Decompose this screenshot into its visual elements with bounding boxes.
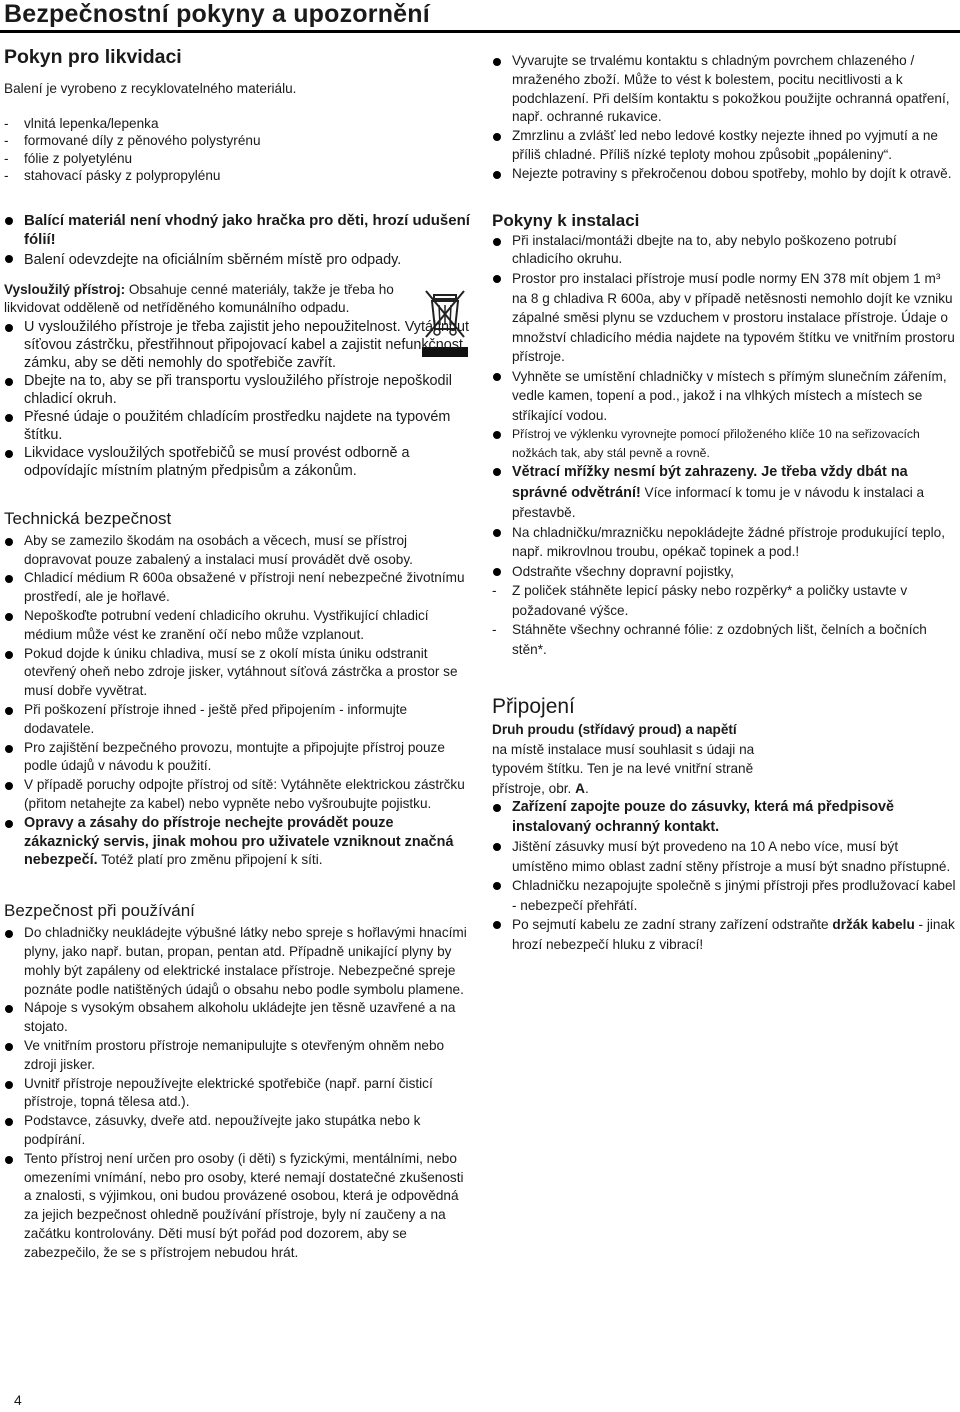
list-item: - formované díly z pěnového polystyrénu (4, 132, 472, 150)
list-item: Jištění zásuvky musí být provedeno na 10 A nebo více, musí být umístěno mimo oblast zadní stěny přístroje a musí být snadno přístupné. (492, 837, 957, 876)
list-item: Vyhněte se umístění chladničky v místech s přímým slunečním zářením, vedle kamen, topení a pod., jakož i na vlhkých místech a místech se stříkající vodou. (492, 367, 957, 426)
list-item: Pokud dojde k úniku chladiva, musí se z okolí místa úniku odstranit otevřený oheň nebo zdroje jisker, vytáhnout síťová zástrčka a prostor se musí dobře vyvětrat. (4, 645, 472, 701)
list-item: Tento přístroj není určen pro osoby (i děti) s fyzickými, mentálními, nebo omezeními vnímání, nebo pro osoby, které nemají dostatečné zkušenosti a znalosti, s výjimkou, oni budou provázené osobou, která je odpovědná za jejich bezpečnost ohledně používání přístroje, byly ní zaučeny a na začátku kontrolovány. Děti musí být pořád pod dozorem, aby se zabezpečilo, že se s přístrojem nebudou hrát. (4, 1150, 472, 1263)
connection-heading: Připojení (492, 695, 575, 719)
list-item: Dbejte na to, aby se při transportu vysloužilého přístroje nepoškodil chladicí okruh. (4, 372, 472, 408)
vent-warning: Větrací mřížky nesmí být zahrazeny. Je třeba vždy dbát na správné odvětrání! (512, 464, 908, 501)
list-item: Vyvarujte se trvalému kontaktu s chladným povrchem chlazeného / mraženého zboží. Může to vést k bolestem, pocitu necitlivosti a k podchlazení. Při delším kontaktu s pokožkou použijte ochranná opatření, např. ochranné rukavice. (492, 52, 957, 127)
list-item: Uvnitř přístroje nepoužívejte elektrické spotřebiče (např. parní čisticí přístroje, topná tělesa atd.). (4, 1075, 472, 1113)
tech-safety-bullets (4, 532, 472, 870)
list-item: Nejezte potraviny s překročenou dobou spotřeby, mohlo by dojít k otravě. (492, 165, 957, 184)
list-item: Do chladničky neukládejte výbušné látky nebo spreje s hořlavými hnacími plyny, jako např. butan, propan, pentan atd. Případně unikající plyny by mohly být zapáleny od elektrické instalace přístroje. Nebezpečné spreje poznáte podle natištěných údajů o obsahu nebo podle symbolu plamene. (4, 924, 472, 999)
figure-ref: A (575, 780, 585, 796)
list-item: Zmrzlinu a zvlášť led nebo ledové kostky nejezte ihned po vyjmutí a ne příliš chladné. Příliš nízké teploty mohou způsobit „popáleniny“. (492, 127, 957, 165)
list-item: Přesné údaje o použitém chladícím prostředku najdete na typovém štítku. (4, 408, 472, 444)
packaging-bullets (4, 211, 472, 269)
list-item: Balící materiál není vhodný jako hračka pro děti, hrozí udušení fólií! (4, 211, 472, 249)
list-item (4, 814, 472, 870)
list-item: Při instalaci/montáži dbejte na to, aby nebylo poškozeno potrubí chladicího okruhu. (492, 232, 957, 270)
old-appliance-bullets (4, 318, 472, 480)
service-warning: Opravy a zásahy do přístroje nechejte provádět pouze zákaznický servis, jinak mohou pro uživatele vzniknout značná nebezpečí. (24, 814, 454, 869)
list-item: Při poškození přístroje ihned - ještě před připojením - informujte dodavatele. (4, 701, 472, 739)
usage-safety-bullets (4, 924, 472, 1262)
old-appliance-block (4, 281, 472, 318)
list-item (492, 462, 957, 523)
page-number: 4 (14, 1392, 22, 1408)
cable-holder-text: Po sejmutí kabelu ze zadní strany zařízení odstraňte (512, 917, 833, 933)
left-column (4, 44, 472, 1262)
installation-bullets (492, 232, 957, 562)
right-column (492, 52, 957, 954)
list-item: Chladicí médium R 600a obsažené v přístroji není nebezpečné životnímu prostředí, ale je hořlavé. (4, 569, 472, 607)
list-item: Nápoje s vysokým obsahem alkoholu ukládejte jen těsně uzavřené a na stojato. (4, 999, 472, 1037)
list-item: Balení odevzdejte na oficiálním sběrném místě pro odpady. (4, 249, 472, 269)
old-appliance-label: Vysloužilý přístroj: (4, 281, 126, 297)
title-rule (0, 30, 960, 33)
transport-securing (492, 562, 957, 660)
service-note: Totéž platí pro změnu připojení k síti. (97, 852, 323, 868)
old-appliance-text: Obsahuje cenné materiály, takže je třeba ho likvidovat odděleně od netříděného komunálního odpadu. (4, 281, 394, 316)
list-item: Aby se zamezilo škodám na osobách a věcech, musí se přístroj dopravovat pouze zabalený a instalaci musí provádět dvě osoby. (4, 532, 472, 570)
list-item (492, 915, 957, 954)
materials-list (4, 115, 472, 185)
list-item: Odstraňte všechny dopravní pojistky, (492, 562, 957, 582)
page-title: Bezpečnostní pokyny a upozornění (4, 0, 430, 28)
list-item: Přístroj ve výklenku vyrovnejte pomocí přiloženého klíče 10 na seřizovacích nožkách tak, aby stál pevně a rovně. (492, 425, 957, 462)
cable-holder-bold: držák kabelu (832, 917, 915, 933)
list-item: - stahovací pásky z polypropylénu (4, 167, 472, 185)
cable-holder-after: - jinak hrozí nebezpečí hluku z vibrací! (512, 917, 955, 952)
usage-safety-continued (492, 52, 957, 184)
connection-subheading: Druh proudu (střídavý proud) a napětí (492, 722, 737, 738)
connection-paragraph-end: . (584, 780, 589, 796)
list-item: - Stáhněte všechny ochranné fólie: z ozdobných lišt, čelních a bočních stěn*. (492, 620, 957, 659)
vent-note: Více informací k tomu je v návodu k instalaci a přestavbě. (512, 484, 925, 521)
list-item: Chladničku nezapojujte společně s jinými přístroji přes prodlužovací kabel - nebezpečí přehřátí. (492, 876, 957, 915)
disposal-heading: Pokyn pro likvidaci (4, 46, 182, 68)
old-appliance-paragraph (4, 281, 472, 318)
disposal-intro: Balení je vyrobeno z recyklovatelného materiálu. (4, 81, 297, 96)
list-item: V případě poruchy odpojte přístroj od sítě: Vytáhněte elektrickou zástrčku (přitom netahejte za kabel) nebo vypněte nebo vyšroubujte pojistku. (4, 776, 472, 814)
list-item: Likvidace vysloužilých spotřebičů se musí provést odborně a odpovídajíc místním platným předpisům a zákonům. (4, 444, 472, 480)
connection-text (492, 740, 792, 799)
connection-bullets (492, 798, 957, 954)
tech-safety-heading: Technická bezpečnost (4, 508, 172, 528)
list-item: Prostor pro instalaci přístroje musí podle normy EN 378 mít objem 1 m³ na 8 g chladiva R 600a, aby v případě netěsnosti nemohlo dojít ke vzniku zápalné směsi plynu se vzduchem v prostoru instalace přístroje. Údaje o množství chladicího média najdete na typovém štítku ve vnitřním prostoru přístroje. (492, 269, 957, 367)
list-item: - fólie z polyetylénu (4, 150, 472, 168)
usage-safety-heading: Bezpečnost při používání (4, 901, 195, 921)
list-item: Ve vnitřním prostoru přístroje nemanipulujte s otevřeným ohněm nebo zdroji jisker. (4, 1037, 472, 1075)
list-item: - Z poliček stáhněte lepicí pásky nebo rozpěrky* a poličky ustavte v požadované výšce. (492, 581, 957, 620)
installation-heading: Pokyny k instalaci (492, 210, 640, 230)
list-item: Na chladničku/mrazničku nepokládejte žádné přístroje produkující teplo, např. mikrovlnou troubu, opékač topinek a pod.! (492, 523, 957, 562)
list-item: Zařízení zapojte pouze do zásuvky, která má předpisově instalovaný ochranný kontakt. (492, 798, 957, 837)
list-item: U vysloužilého přístroje je třeba zajistit jeho nepoužitelnost. Vytáhnout síťovou zástrčku, přestřihnout připojovací kabel a zajistit nefunkčnost zámku, aby se děti nemohly do spotřebiče zavřít. (4, 318, 472, 372)
connection-paragraph: na místě instalace musí souhlasit s údaji na typovém štítku. Ten je na levé vnitřní straně přístroje, obr. (492, 741, 755, 796)
list-item: Nepoškoďte potrubní vedení chladicího okruhu. Vystřikující chladicí médium může vést ke zranění očí nebo může vzplanout. (4, 607, 472, 645)
list-item: - vlnitá lepenka/lepenka (4, 115, 472, 133)
list-item: Podstavce, zásuvky, dveře atd. nepoužívejte jako stupátka nebo k podpírání. (4, 1112, 472, 1150)
list-item: Pro zajištění bezpečného provozu, montujte a připojujte přístroj pouze podle údajů v návodu k použití. (4, 739, 472, 777)
